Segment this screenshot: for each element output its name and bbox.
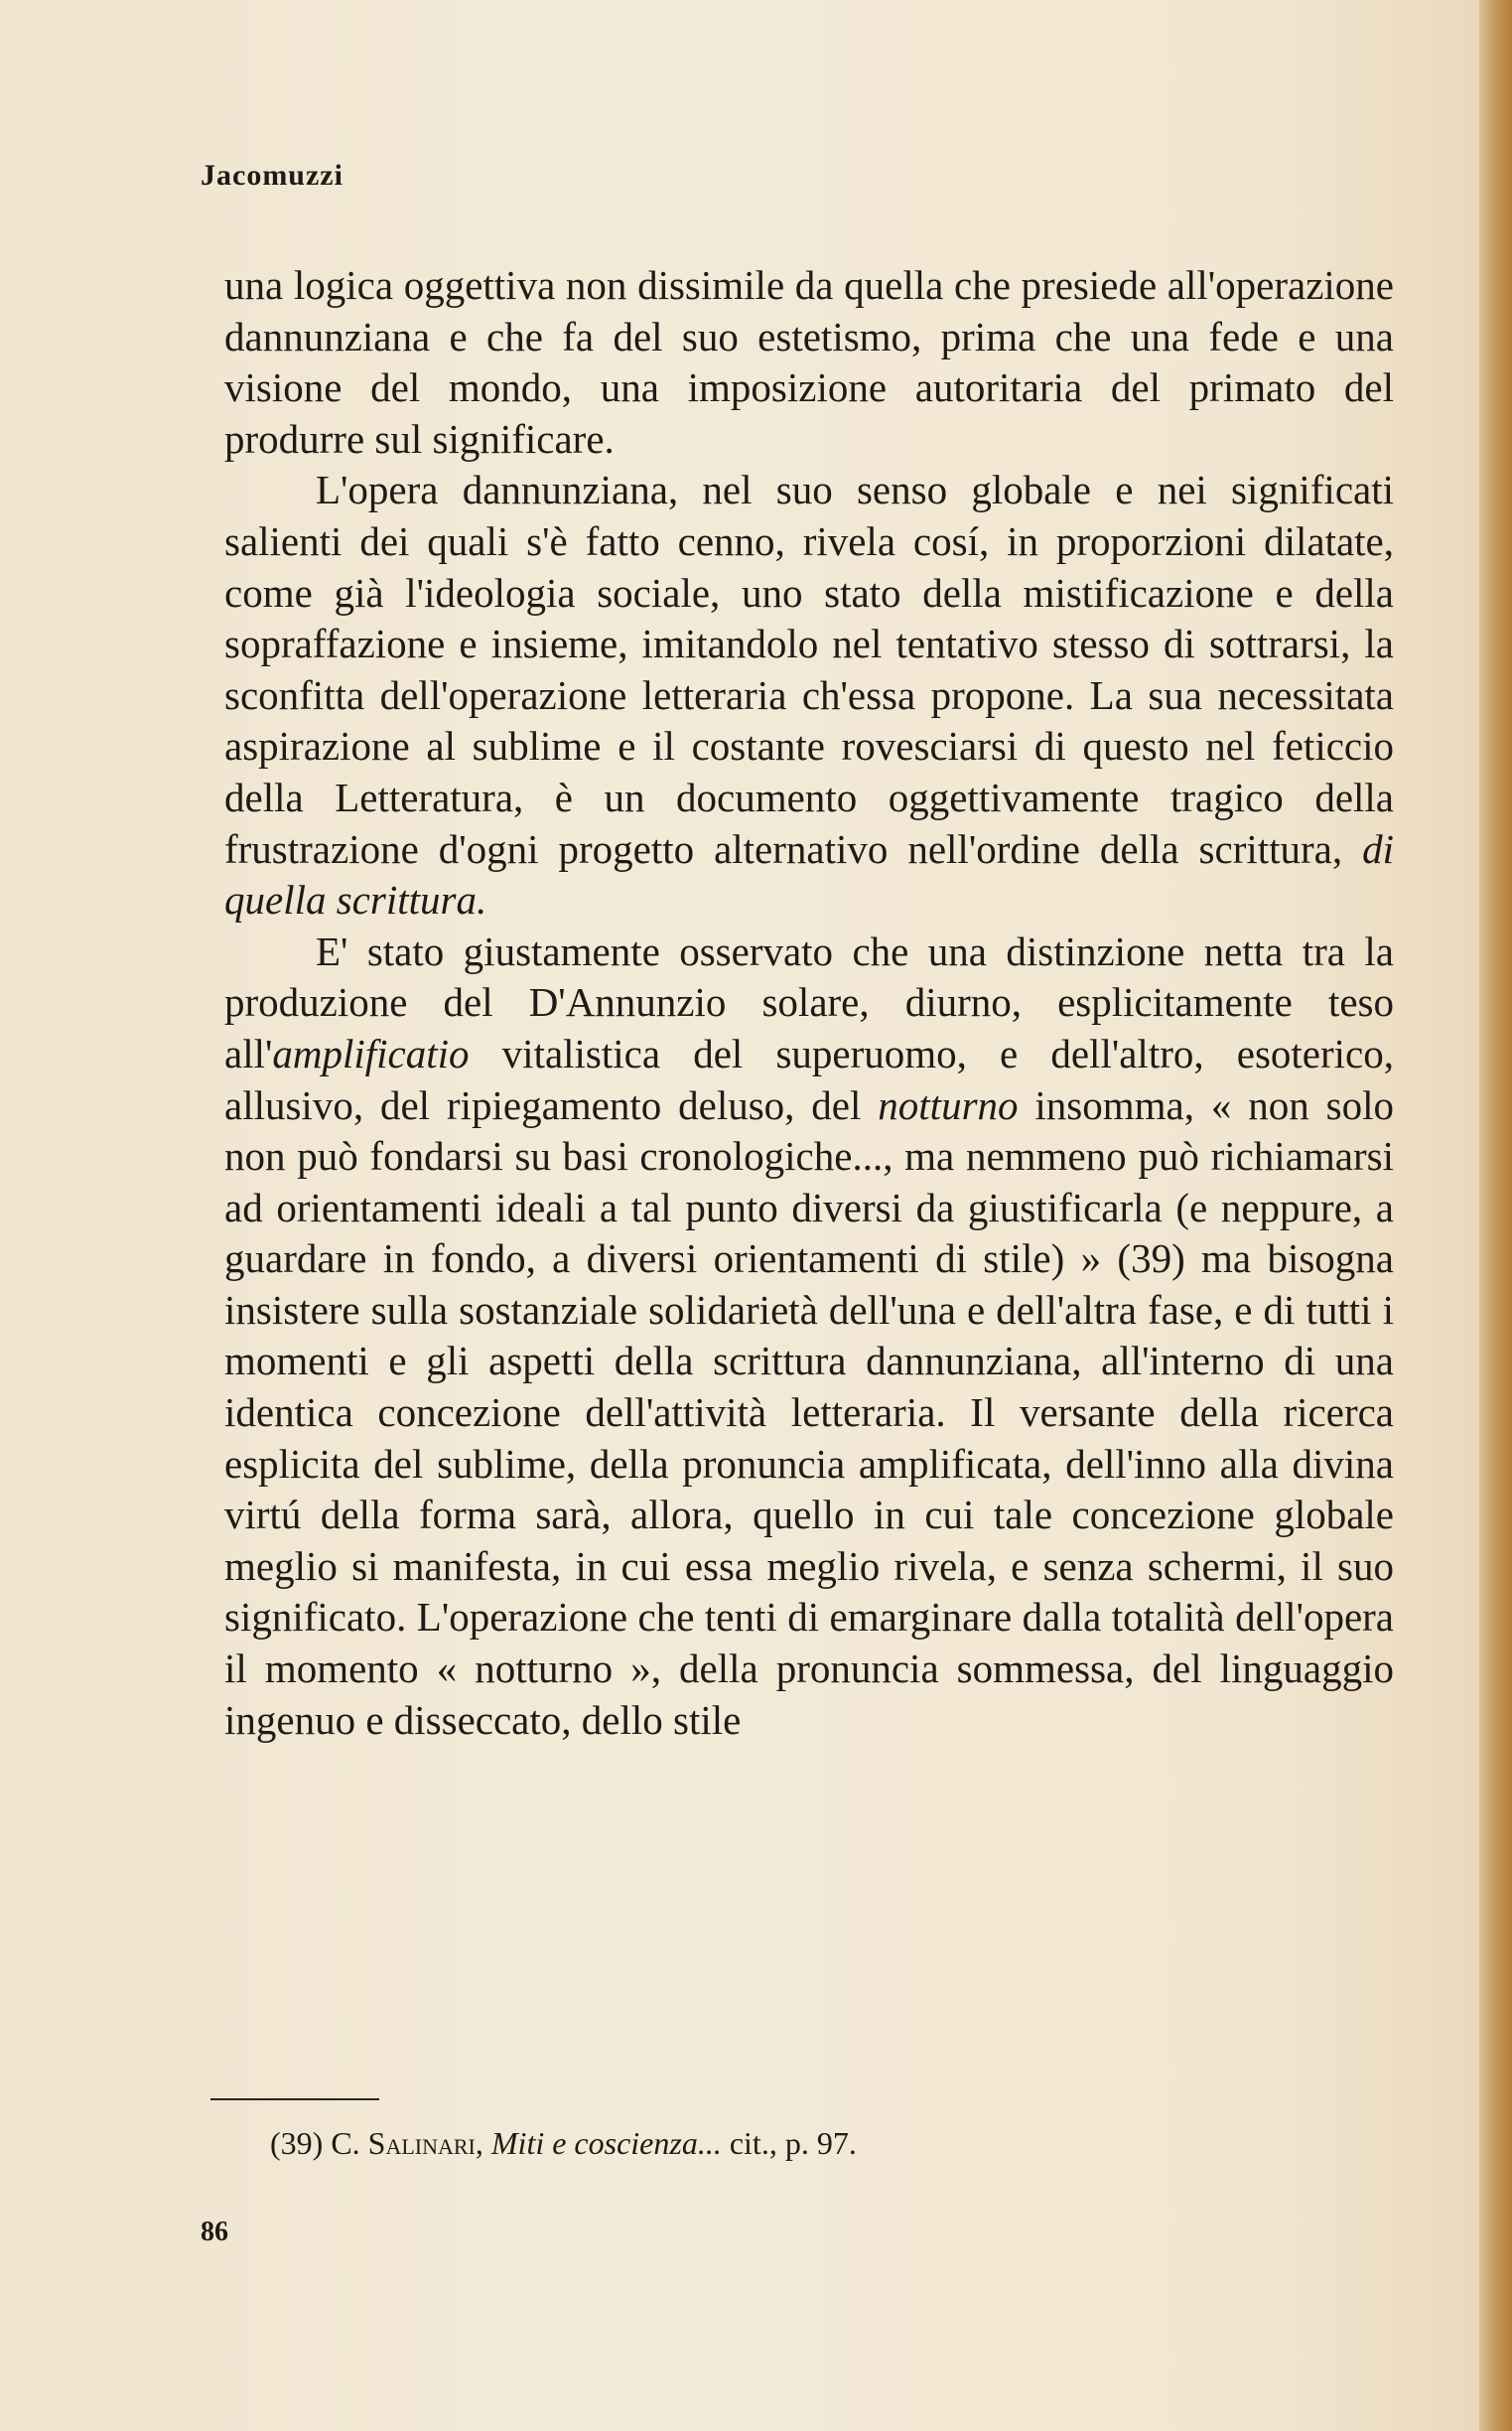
paragraph-2-italic-phrase: di quella scrittura. — [224, 825, 1394, 924]
footnote-author-surname: Salinari, — [367, 2125, 483, 2161]
paragraph-3-text-a: E' stato giustamente osservato che una distinzione netta tra la produzione del D'Annunzio solare, diurno, esplicitamente teso all' — [224, 928, 1394, 1076]
paragraph-3-text-c: insomma, « non solo non può fondarsi su basi cronologiche..., ma nemmeno può richiamarsi ad orientamenti ideali a tal punto diversi da giustificarla (e neppure, a guardare in fondo, a diversi orientamenti di stile) » (39) ma bisogna insistere sulla sostanziale solidarietà dell'una e dell'altra fase, e di tutti i momenti e gli aspetti della scrittura dannunziana, all'interno di una identica concezione dell'attività letteraria. Il versante della ricerca esplicita del sublime, della pronuncia amplificata, dell'inno alla divina virtú della forma sarà, allora, quello in cui tale concezione globale meglio si manifesta, in cui essa meglio rivela, e senza schermi, il suo significato. L'operazione che tenti di emarginare dalla totalità dell'opera il momento « notturno », della pronuncia sommessa, del linguaggio ingenuo e disseccato, dello stile — [224, 1081, 1394, 1743]
paragraph-1 — [224, 260, 1394, 465]
paragraph-3-text-b: vitalistica del superuomo, e dell'altro, esoterico, allusivo, del ripiegamento deluso, del — [224, 1030, 1394, 1128]
paragraph-3-italic-amplificatio: amplificatio — [272, 1030, 470, 1076]
paragraph-2-text: L'opera dannunziana, nel suo senso globale e nei significati salienti dei quali s'è fatto cenno, rivela cosí, in proporzioni dilatate, come già l'ideologia sociale, uno stato della mistificazione e della sopraffazione e insieme, imitandolo nel tentativo stesso di sottrarsi, la sconfitta dell'operazione letteraria ch'essa propone. La sua necessitata aspirazione al sublime e il costante rovesciarsi di questo nel feticcio della Letteratura, è un documento oggettivamente tragico della frustrazione d'ogni progetto alternativo nell'ordine della scrittura, — [224, 467, 1394, 872]
book-spine-edge — [1479, 0, 1512, 2431]
footnote-author-initial: C. — [331, 2125, 360, 2161]
footnote — [270, 2123, 857, 2163]
footnote-number: (39) — [270, 2125, 324, 2161]
running-header: Jacomuzzi — [201, 159, 344, 192]
paragraph-3-italic-notturno: notturno — [878, 1081, 1019, 1128]
footnote-title: Miti e coscienza... — [490, 2125, 722, 2161]
footnote-divider — [210, 2098, 379, 2100]
paragraph-1-text: una logica oggettiva non dissimile da quella che presiede all'operazione dannunziana e che fa del suo estetismo, prima che una fede e una visione del mondo, una imposizione autoritaria del primato del produrre sul significare. — [224, 262, 1394, 462]
body-text — [224, 260, 1394, 1746]
paragraph-3 — [224, 927, 1394, 1747]
page-number: 86 — [201, 2216, 228, 2247]
paragraph-2 — [224, 465, 1394, 926]
footnote-reference: cit., p. 97. — [729, 2125, 857, 2161]
